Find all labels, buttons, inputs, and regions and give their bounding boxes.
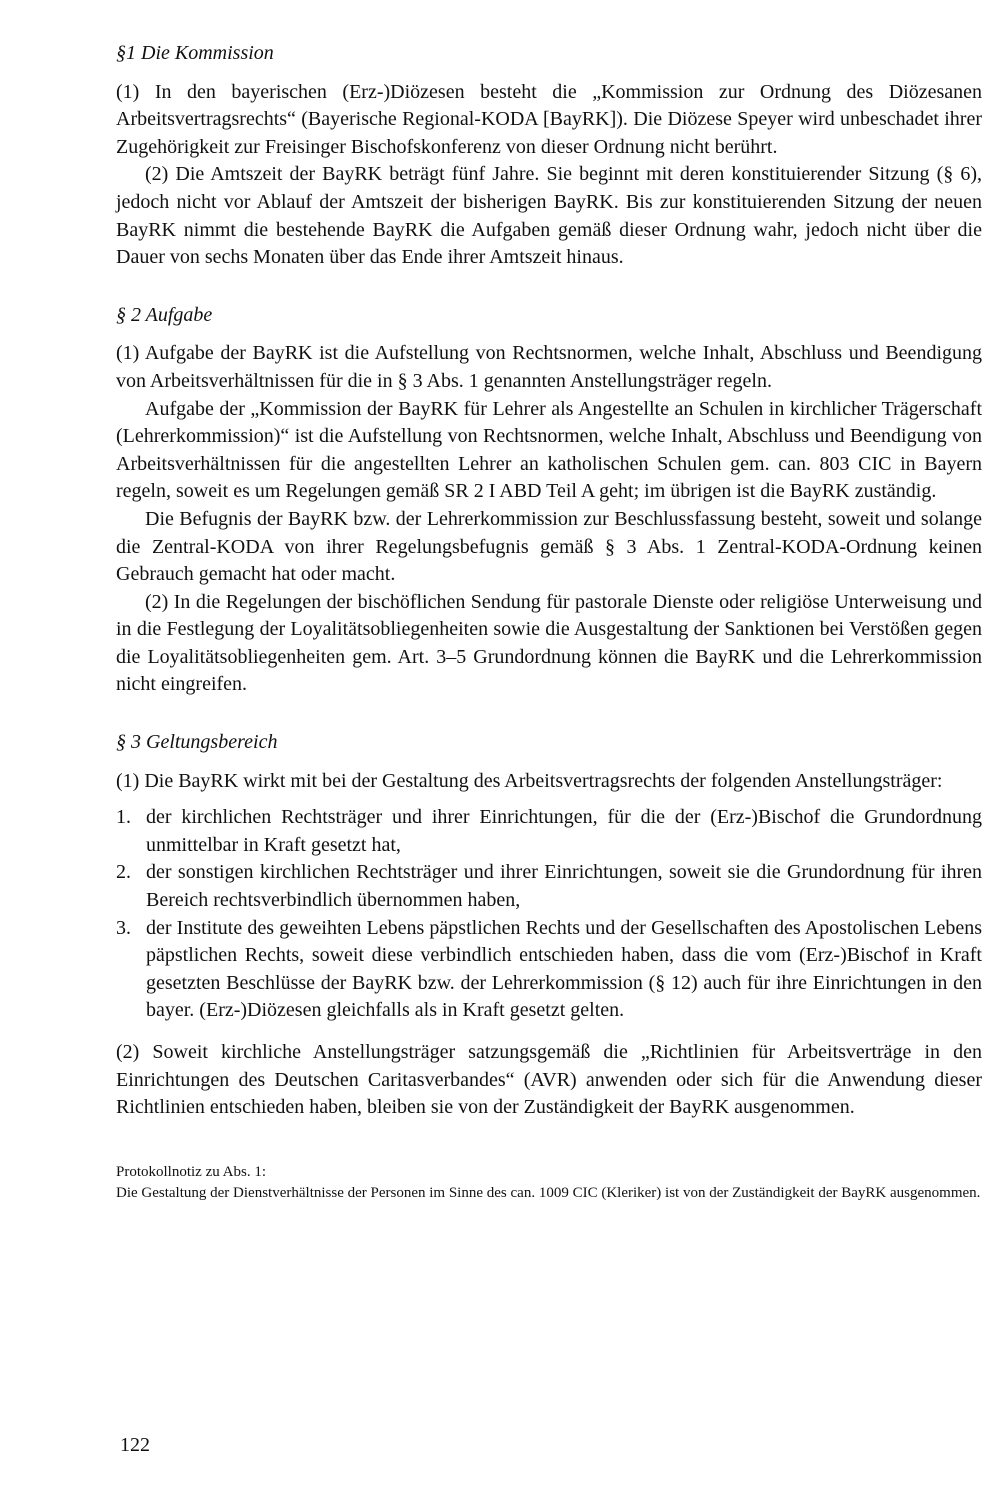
section-2-paragraph-3: Die Befugnis der BayRK bzw. der Lehrerkommission zur Beschlussfassung besteht, soweit und solange die Zentral-KODA von ihrer Regelungsbefugnis gemäß § 3 Abs. 1 Zentral-KODA-Ordnung keinen Gebrauch gemacht hat oder macht. — [116, 507, 982, 586]
section-3-list — [116, 804, 982, 1025]
list-item-text: der Institute des geweihten Lebens päpstlichen Rechts und der Gesellschaften des Apostolischen Lebens päpstlichen Rechts, soweit diese verbindlich entschieden haben, dass die vom (Erz-)Bischof in Kraft gesetzten Beschlüsse der BayRK bzw. der Lehrerkommission (§ 12) auch für ihre Einrichtungen in den bayer. (Erz-)Diözesen gleichfalls als in Kraft gesetzt gelten. — [146, 916, 982, 1022]
section-1-paragraph-2: (2) Die Amtszeit der BayRK beträgt fünf Jahre. Sie beginnt mit deren konstituierender Sitzung (§ 6), jedoch nicht vor Ablauf der Amtszeit der bisherigen BayRK. Bis zur konstituierenden Sitzung der neuen BayRK nimmt die bestehende BayRK die Aufgaben gemäß dieser Ordnung wahr, jedoch nicht über die Dauer von sechs Monaten über das Ende ihrer Amtszeit hinaus. — [116, 163, 982, 269]
section-2-heading: § 2 Aufgabe — [116, 303, 213, 326]
list-item — [116, 915, 982, 1025]
section-2-paragraph-2: Aufgabe der „Kommission der BayRK für Lehrer als Angestellte an Schulen in kirchlicher Trägerschaft (Lehrerkommission)“ ist die Aufstellung von Rechtsnormen, welche Inhalt, Abschluss und Beendigung von Arbeitsverhältnissen für die angestellten Lehrer an katholischen Schulen gem. can. 803 CIC in Bayern regeln, soweit es um Regelungen gemäß SR 2 I ABD Teil A geht; im übrigen ist die BayRK zuständig. — [116, 397, 982, 503]
list-item-number: 2. — [116, 861, 131, 884]
section-3-paragraph-2: (2) Soweit kirchliche Anstellungsträger satzungsgemäß die „Richtlinien für Arbeitsverträge in den Einrichtungen des Deutschen Caritasverbandes“ (AVR) anwenden oder sich für die Anwendung dieser Richtlinien entschieden haben, bleiben sie von der Zuständigkeit der BayRK ausgenommen. — [116, 1041, 982, 1119]
section-2-paragraph-1: (1) Aufgabe der BayRK ist die Aufstellung von Rechtsnormen, welche Inhalt, Abschluss und Beendigung von Arbeitsverhältnissen für die in § 3 Abs. 1 genannten Anstellungsträger regeln. — [116, 342, 982, 392]
section-1-paragraph-1: (1) In den bayerischen (Erz-)Diözesen besteht die „Kommission zur Ordnung des Diözesanen Arbeitsvertragsrechts“ (Bayerische Regional-KODA [BayRK]). Die Diözese Speyer wird unbeschadet ihrer Zugehörigkeit zur Freisinger Bischofskonferenz von dieser Ordnung nicht berührt. — [116, 80, 982, 158]
list-item-number: 3. — [116, 916, 131, 939]
list-item-number: 1. — [116, 806, 131, 829]
protocol-note-title: Protokollnotiz zu Abs. 1: — [116, 1163, 266, 1180]
list-item-text: der sonstigen kirchlichen Rechtsträger und ihrer Einrichtungen, soweit sie die Grundordnung für ihren Bereich rechtsverbindlich übernommen haben, — [146, 861, 982, 912]
list-item-text: der kirchlichen Rechtsträger und ihrer Einrichtungen, für die der (Erz-)Bischof die Grundordnung unmittelbar in Kraft gesetzt hat, — [146, 806, 982, 856]
section-3-intro: (1) Die BayRK wirkt mit bei der Gestaltung des Arbeitsvertragsrechts der folgenden Anstellungsträger: — [116, 769, 943, 792]
list-item — [116, 804, 982, 859]
section-2-paragraph-4: (2) In die Regelungen der bischöflichen Sendung für pastorale Dienste oder religiöse Unterweisung und in die Festlegung der Loyalitätsobliegenheiten sowie die Ausgestaltung der Sanktionen bei Verstößen gegen die Loyalitätsobliegenheiten gem. Art. 3–5 Grundordnung können die BayRK und die Lehrerkommission nicht eingreifen. — [116, 590, 982, 696]
page-number: 122 — [120, 1434, 150, 1456]
protocol-note — [116, 1162, 982, 1204]
section-1-heading: §1 Die Kommission — [116, 42, 274, 64]
section-3-heading: § 3 Geltungsbereich — [116, 731, 278, 754]
protocol-note-text: Die Gestaltung der Dienstverhältnisse der Personen im Sinne des can. 1009 CIC (Kleriker) ist von der Zuständigkeit der BayRK ausgenommen. — [116, 1184, 981, 1201]
list-item — [116, 859, 982, 914]
